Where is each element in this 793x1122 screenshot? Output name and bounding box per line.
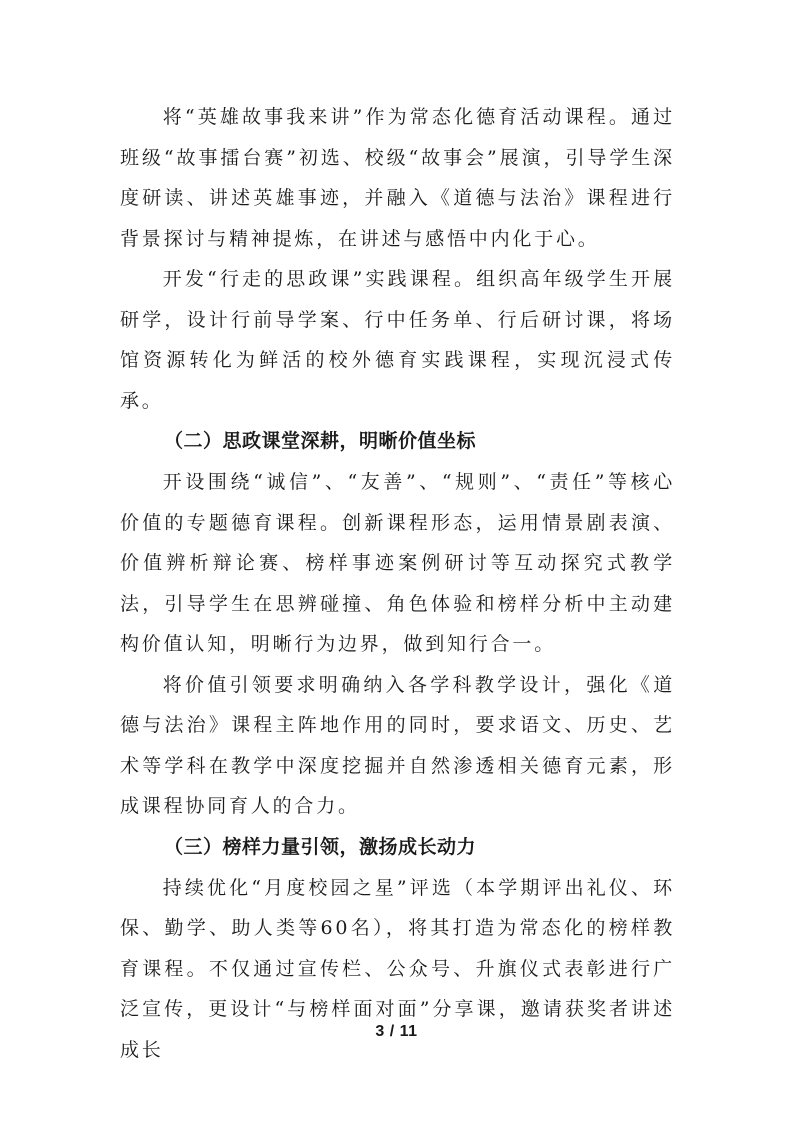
document-body [120,97,675,1070]
paragraph-cross-subject-values: 将价值引领要求明确纳入各学科教学设计，强化《道德与法治》课程主阵地作用的同时，要求语文、历史、艺术等学科在教学中深度挖掘并自然渗透相关德育元素，形成课程协同育人的合力。 [120,673,675,817]
page-number: 3 / 11 [375,1023,418,1040]
paragraph-walking-ideology-course: 开发“行走的思政课”实践课程。组织高年级学生开展研学，设计行前导学案、行中任务单、行后研讨课，将场馆资源转化为鲜活的校外德育实践课程，实现沉浸式传承。 [120,268,675,412]
paragraph-campus-star: 持续优化“月度校园之星”评选（本学期评出礼仪、环保、勤学、助人类等60名），将其打造为常态化的榜样教育课程。不仅通过宣传栏、公众号、升旗仪式表彰进行广泛宣传，更设计“与榜样面对面”分享课，邀请获奖者讲述成长 [120,876,675,1061]
section-heading-3: （三）榜样力量引领，激扬成长动力 [164,835,477,858]
paragraph-hero-stories-course: 将“英雄故事我来讲”作为常态化德育活动课程。通过班级“故事擂台赛”初选、校级“故事会”展演，引导学生深度研读、讲述英雄事迹，并融入《道德与法治》课程进行背景探讨与精神提炼，在讲述与感悟中内化于心。 [120,106,675,250]
section-heading-2: （二）思政课堂深耕，明晰价值坐标 [164,430,477,452]
paragraph-core-values-course: 开设围绕“诚信”、“友善”、“规则”、“责任”等核心价值的专题德育课程。创新课程形态，运用情景剧表演、价值辨析辩论赛、榜样事迹案例研讨等互动探究式教学法，引导学生在思辨碰撞、角色体验和榜样分析中主动建构价值认知，明晰行为边界，做到知行合一。 [120,471,675,655]
